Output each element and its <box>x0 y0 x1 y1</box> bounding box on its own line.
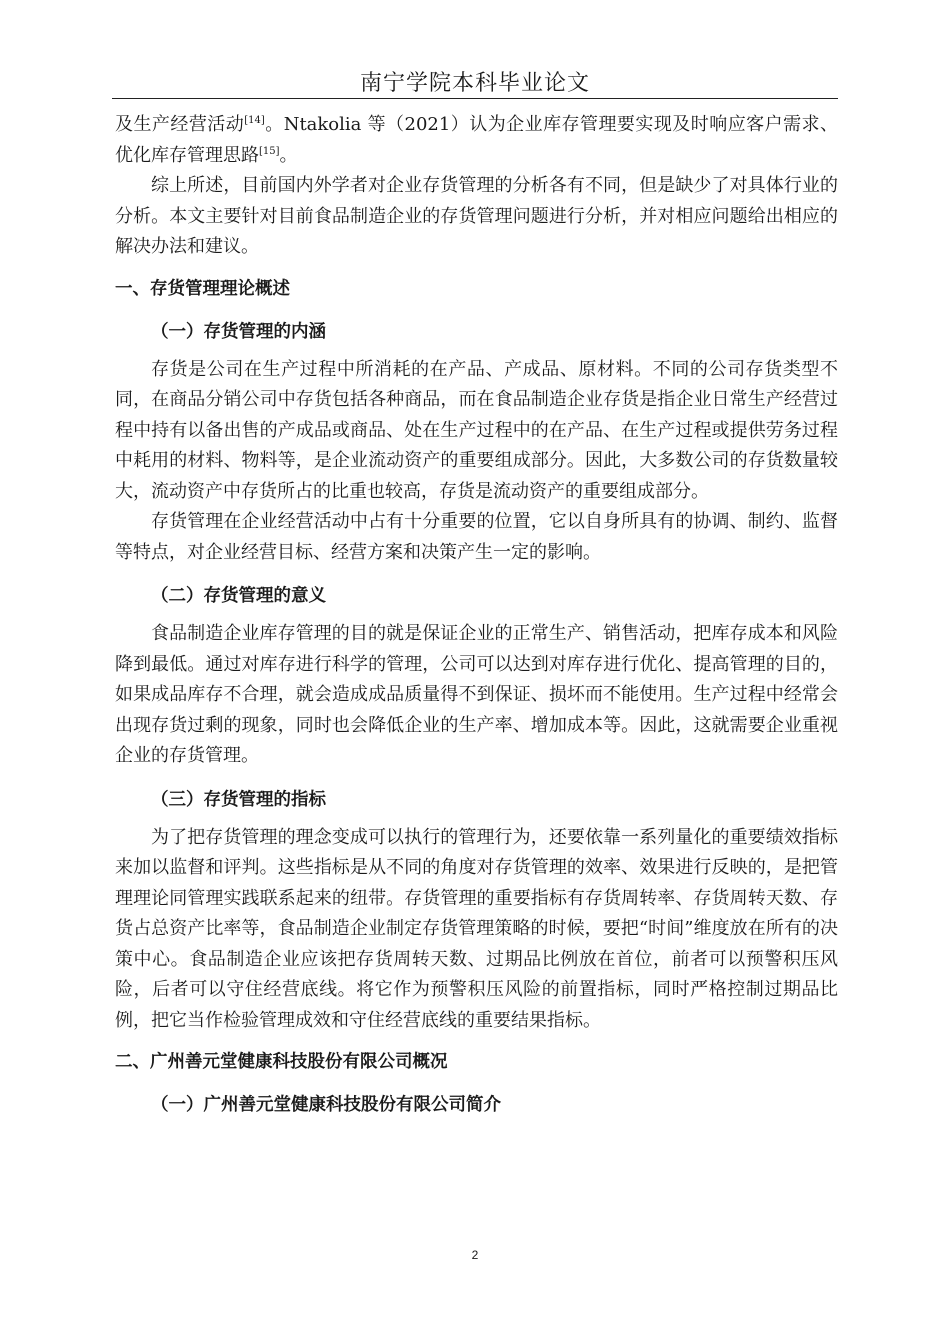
intro-paragraph-1 <box>115 110 838 171</box>
header-divider <box>112 98 838 99</box>
section-1-1-heading: （一）存货管理的内涵 <box>151 321 326 342</box>
section-1-1-paragraph-2: 存货管理在企业经营活动中占有十分重要的位置，它以自身所具有的协调、制约、监督等特点，对企业经营目标、经营方案和决策产生一定的影响。 <box>115 511 838 563</box>
citation-15: [15] <box>259 145 280 157</box>
running-header-title: 南宁学院本科毕业论文 <box>359 71 590 96</box>
section-2-heading: 二、广州善元堂健康科技股份有限公司概况 <box>115 1052 448 1072</box>
intro-text-c: 。 <box>279 144 298 166</box>
section-1-3-heading: （三）存货管理的指标 <box>151 789 326 810</box>
section-1-1-paragraph-1: 存货是公司在生产过程中所消耗的在产品、产成品、原材料。不同的公司存货类型不同，在商品分销公司中存货包括各种商品，而在食品制造企业存货是指企业日常生产经营过程中持有以备出售的产成品或商品、处在生产过程中的在产品、在生产过程或提供劳务过程中耗用的材料、物料等，是企业流动资产的重要组成部分。因此，大多数公司的存货数量较大，流动资产中存货所占的比重也较高，存货是流动资产的重要组成部分。 <box>115 358 838 502</box>
section-2-1-heading: （一）广州善元堂健康科技股份有限公司简介 <box>151 1095 501 1115</box>
section-1-3-paragraph-1: 为了把存货管理的理念变成可以执行的管理行为，还要依靠一系列量化的重要绩效指标来加以监督和评判。这些指标是从不同的角度对存货管理的效率、效果进行反映的，是把管理理论同管理实践联系起来的纽带。存货管理的重要指标有存货周转率、存货周转天数、存货占总资产比率等，食品制造企业制定存货管理策略的时候，要把“时间”维度放在所有的决策中心。食品制造企业应该把存货周转天数、过期品比例放在首位，前者可以预警积压风险，后者可以守住经营底线。将它作为预警积压风险的前置指标，同时严格控制过期品比例，把它当作检验管理成效和守住经营底线的重要结果指标。 <box>115 826 838 1031</box>
intro-text-b: 。Ntakolia 等（2021）认为企业库存管理要实现及时响应客户需求、优化库存管理思路 <box>115 114 839 166</box>
intro-text-a: 及生产经营活动 <box>115 114 245 135</box>
page-body <box>115 110 838 1116</box>
citation-14: [14] <box>244 115 265 126</box>
section-1-2-heading: （二）存货管理的意义 <box>151 586 326 606</box>
section-1-2-paragraph-1: 食品制造企业库存管理的目的就是保证企业的正常生产、销售活动，把库存成本和风险降到最低。通过对库存进行科学的管理，公司可以达到对库存进行优化、提高管理的目的，如果成品库存不合理，就会造成成品质量得不到保证、损坏而不能使用。生产过程中经常会出现存货过剩的现象，同时也会降低企业的生产率、增加成本等。因此，这就需要企业重视企业的存货管理。 <box>115 623 838 766</box>
section-1-heading: 一、存货管理理论概述 <box>115 278 290 299</box>
intro-paragraph-2: 综上所述，目前国内外学者对企业存货管理的分析各有不同，但是缺少了对具体行业的分析。本文主要针对目前食品制造企业的存货管理问题进行分析，并对相应问题给出相应的解决办法和建议。 <box>115 175 838 257</box>
page-number: 2 <box>471 1248 479 1262</box>
